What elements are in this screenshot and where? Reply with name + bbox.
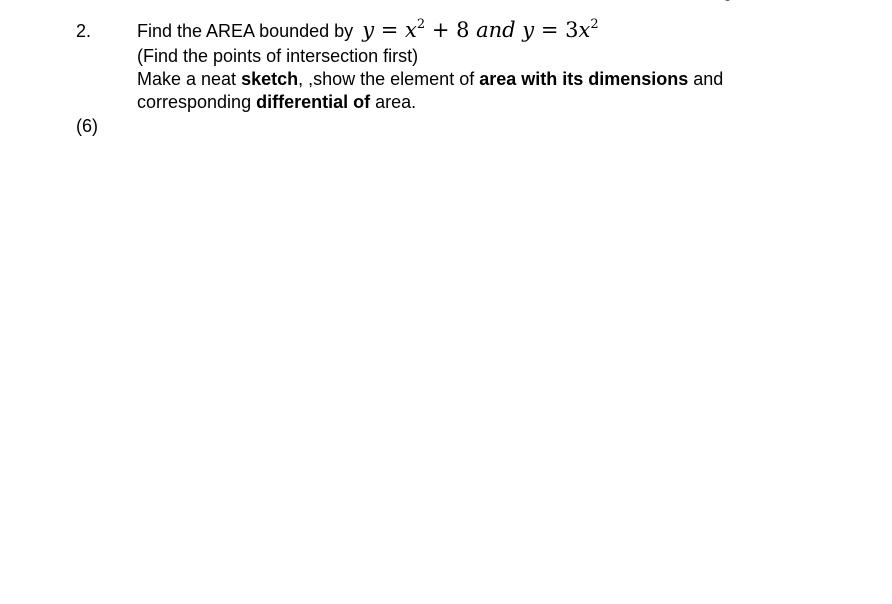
- plus-eight: + 8: [425, 18, 477, 42]
- bold-differential: differential of: [256, 92, 371, 112]
- var-y: y: [362, 18, 375, 42]
- equations: [362, 18, 598, 42]
- exponent: 2: [416, 17, 426, 32]
- text-span: corresponding: [137, 92, 257, 112]
- question-marks: (6): [76, 116, 98, 136]
- text-span: Make a neat: [137, 69, 242, 89]
- text-span: and: [688, 69, 724, 89]
- question-line-differential: [137, 91, 857, 114]
- question-line-intersection: (Find the points of intersection first): [137, 46, 419, 66]
- coefficient: 3: [565, 18, 579, 42]
- question-intro-text: Find the AREA bounded by: [137, 21, 354, 41]
- bold-area-dimensions: area with its dimensions: [479, 69, 689, 89]
- equals-sign: =: [374, 18, 406, 42]
- bold-sketch: sketch: [241, 69, 299, 89]
- question-number: 2.: [76, 21, 92, 41]
- page-edge-mark: [724, 0, 736, 2]
- equals-sign: =: [534, 18, 566, 42]
- question-line-area: [137, 16, 857, 45]
- var-x: x: [578, 18, 591, 42]
- var-x: x: [405, 18, 417, 42]
- text-span: , ,show the element of: [298, 69, 480, 89]
- var-y: y: [515, 18, 535, 42]
- exponent: 2: [590, 17, 599, 32]
- question-body: [137, 16, 857, 114]
- question-line-sketch: [137, 68, 857, 91]
- and-word: and: [476, 18, 516, 42]
- text-span: area.: [370, 92, 417, 112]
